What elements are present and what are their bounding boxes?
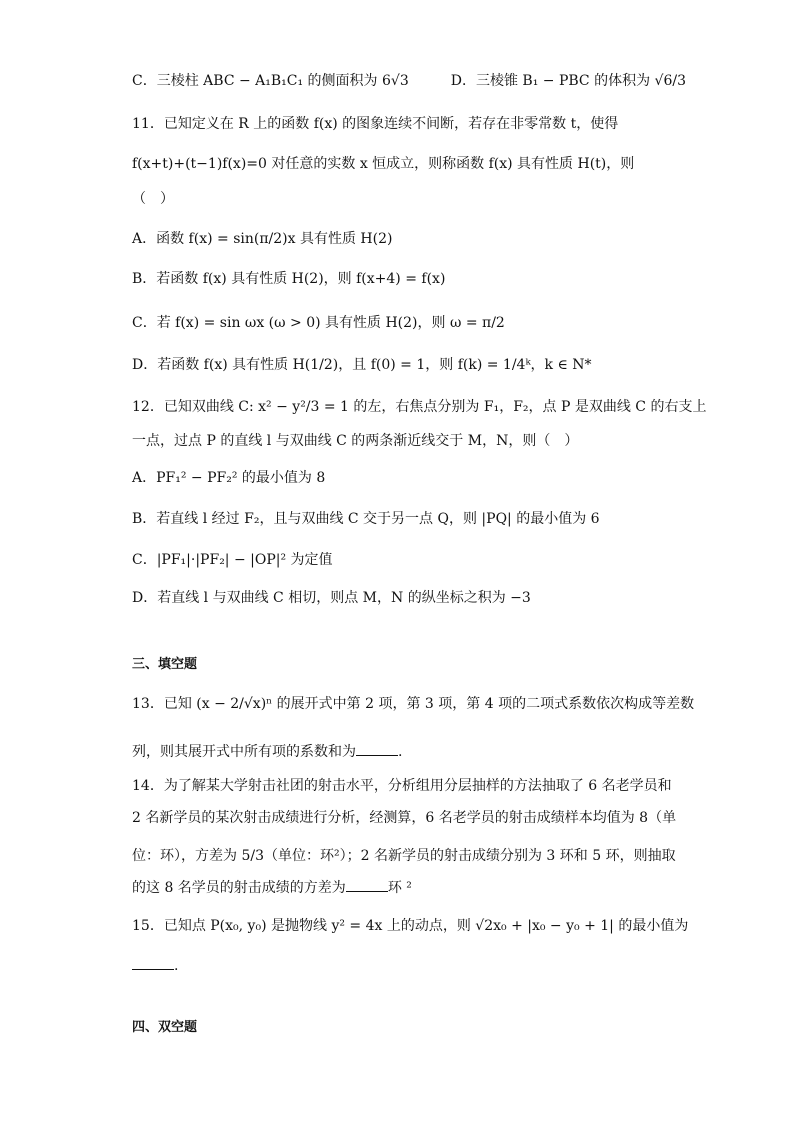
- question-14-tail: 环 ²: [387, 880, 412, 896]
- question-14-line-3: 位：环），方差为 5/3（单位：环²）；2 名新学员的射击成绩分别为 3 环和 5 环，则抽取: [132, 848, 676, 864]
- question-14-text: 的这 8 名学员的射击成绩的方差为: [132, 880, 346, 896]
- option-12a: A．PF₁² − PF₂² 的最小值为 8: [132, 470, 326, 486]
- question-11-line-3: （ ）: [132, 191, 174, 207]
- question-12-line-2: 一点，过点 P 的直线 l 与双曲线 C 的两条渐近线交于 M，N，则（ ）: [132, 433, 579, 449]
- answer-blank-15[interactable]: [132, 955, 174, 970]
- answer-blank-14[interactable]: [346, 877, 388, 892]
- option-12d: D．若直线 l 与双曲线 C 相切，则点 M，N 的纵坐标之积为 −3: [132, 590, 531, 606]
- question-15-tail: .: [174, 958, 179, 974]
- question-14-line-1: 14．为了解某大学射击社团的射击水平，分析组用分层抽样的方法抽取了 6 名老学员和: [132, 778, 672, 794]
- question-11-line-1: 11．已知定义在 R 上的函数 f(x) 的图象连续不间断，若存在非零常数 t，使得: [132, 116, 619, 132]
- question-14-line-2: 2 名新学员的某次射击成绩进行分析，经测算，6 名老学员的射击成绩样本均值为 8（单: [132, 810, 677, 826]
- question-13-line-2: [132, 741, 402, 763]
- question-15-line-1: 15．已知点 P(x₀, y₀) 是抛物线 y² = 4x 上的动点，则 √2x₀ + |x₀ − y₀ + 1| 的最小值为: [132, 918, 689, 934]
- question-13-line-1: 13．已知 (x − 2/√x)ⁿ 的展开式中第 2 项，第 3 项，第 4 项的二项式系数依次构成等差数: [132, 696, 695, 712]
- question-12-line-1: 12．已知双曲线 C: x² − y²/3 = 1 的左，右焦点分别为 F₁，F₂，点 P 是双曲线 C 的右支上: [132, 399, 707, 415]
- question-13-text: 列，则其展开式中所有项的系数和为: [132, 744, 356, 760]
- question-13-tail: .: [398, 744, 403, 760]
- answer-blank-13[interactable]: [356, 741, 398, 756]
- question-15-line-2: [132, 955, 178, 977]
- option-11c: C．若 f(x) = sin ωx (ω > 0) 具有性质 H(2)，则 ω = π/2: [132, 315, 505, 331]
- section-heading-dual-blank: 四、双空题: [132, 1020, 198, 1035]
- section-heading-fill-in: 三、填空题: [132, 657, 198, 672]
- option-12b: B．若直线 l 经过 F₂，且与双曲线 C 交于另一点 Q，则 |PQ| 的最小值为 6: [132, 511, 600, 527]
- option-12c: C．|PF₁|·|PF₂| − |OP|² 为定值: [132, 552, 333, 568]
- option-11b: B．若函数 f(x) 具有性质 H(2)，则 f(x+4) = f(x): [132, 271, 446, 287]
- question-14-line-4: [132, 877, 412, 899]
- option-10c-10d: C．三棱柱 ABC − A₁B₁C₁ 的侧面积为 6√3 D．三棱锥 B₁ − PBC 的体积为 √6/3: [132, 73, 686, 89]
- question-11-line-2: f(x+t)+(t−1)f(x)=0 对任意的实数 x 恒成立，则称函数 f(x) 具有性质 H(t)，则: [132, 156, 635, 172]
- option-11d: D．若函数 f(x) 具有性质 H(1/2)，且 f(0) = 1，则 f(k) = 1/4ᵏ，k ∈ N*: [132, 357, 592, 373]
- option-11a: A．函数 f(x) = sin(π/2)x 具有性质 H(2): [132, 231, 393, 247]
